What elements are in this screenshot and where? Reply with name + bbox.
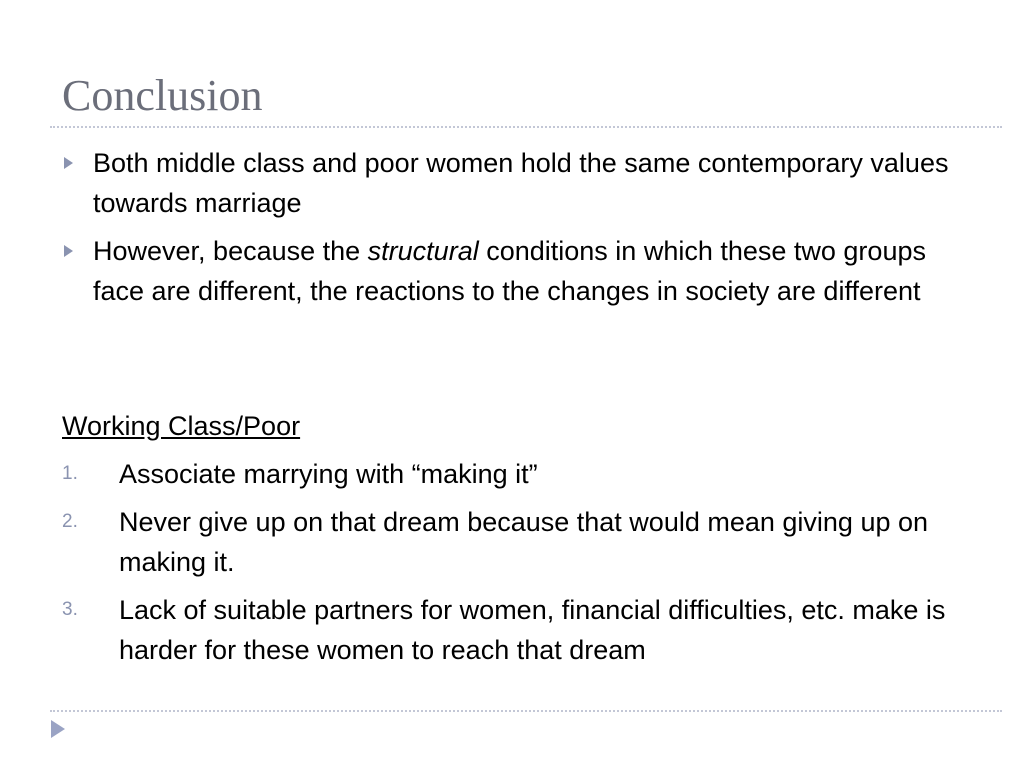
item-text: Lack of suitable partners for women, financial difficulties, etc. make is harder for these women to reach that dream [119,595,946,665]
item-number: 1. [62,463,78,484]
numbered-list [62,454,982,678]
bullet-text-emphasis: structural [367,236,479,266]
item-text: Associate marrying with “making it” [119,459,538,489]
next-slide-arrow-icon[interactable] [51,720,65,738]
item-number: 3. [62,599,78,620]
item-number: 2. [62,511,78,532]
bullet-text-start: However, because the [93,236,368,266]
triangle-bullet-icon [64,157,73,169]
bullet-item [62,143,982,223]
bullet-text-end: conditions in which these two groups face are different, the reactions to the changes in society are different [93,236,926,306]
title-divider [50,126,1002,128]
footer-divider [50,710,1002,712]
item-text: Never give up on that dream because that would mean giving up on making it. [119,507,929,577]
numbered-item [62,590,982,670]
slide-title: Conclusion [62,71,263,120]
triangle-bullet-icon [64,245,73,257]
bullet-list [62,143,982,319]
numbered-item [62,454,982,494]
bullet-item [62,231,982,311]
numbered-item [62,502,982,582]
bullet-text: Both middle class and poor women hold the same contemporary values towards marriage [93,148,949,218]
section-heading: Working Class/Poor [62,411,301,441]
